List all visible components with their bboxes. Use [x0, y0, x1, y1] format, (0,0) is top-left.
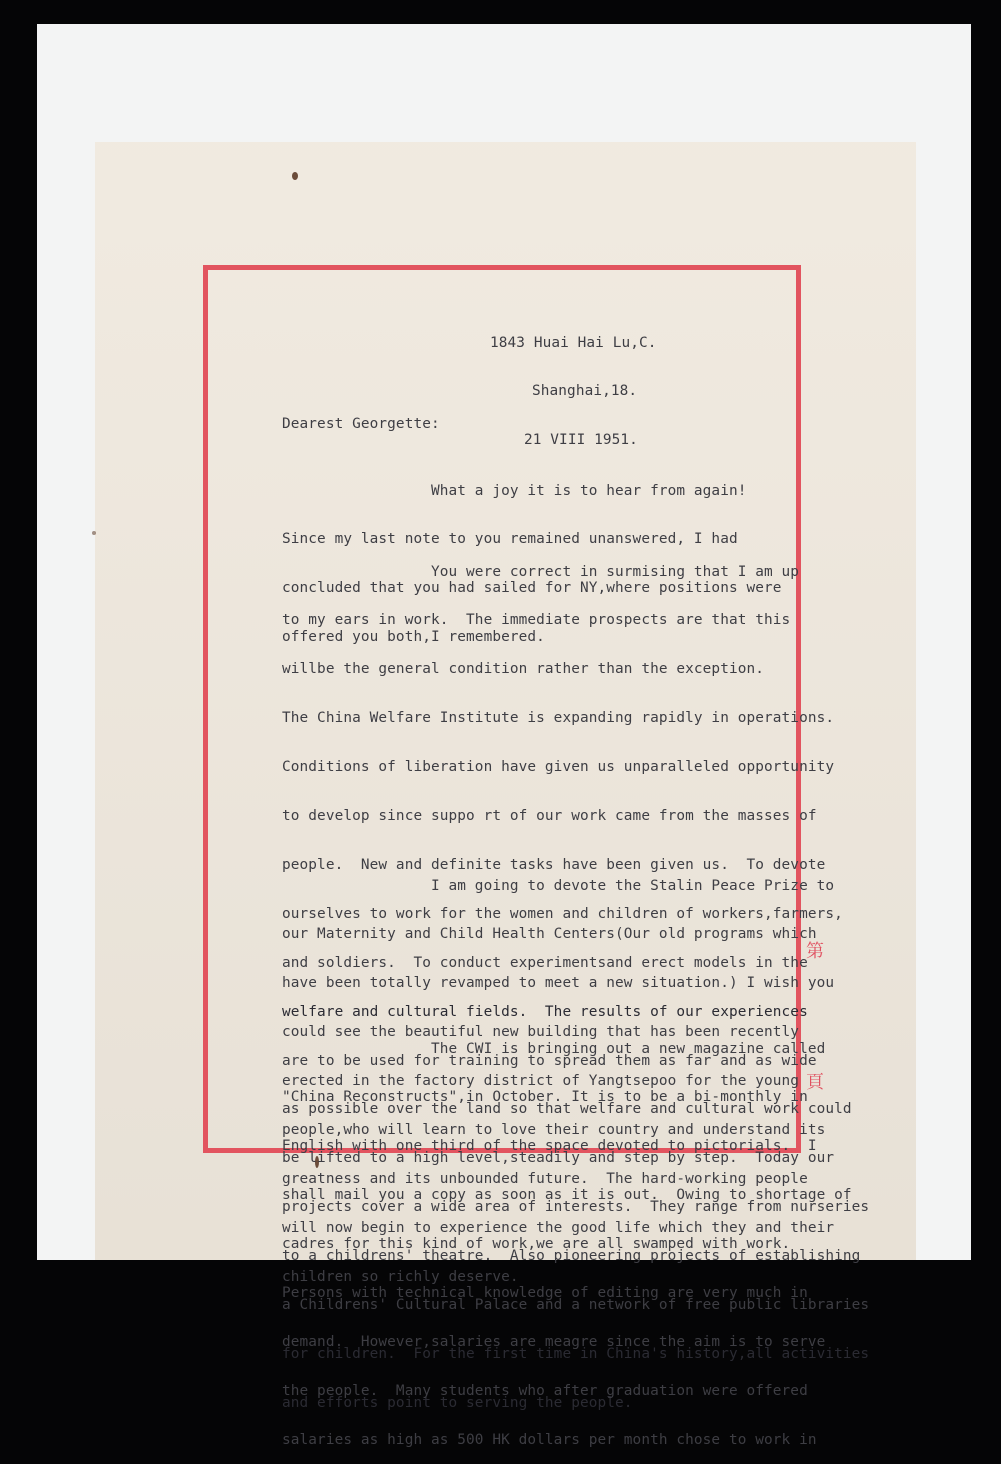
- text-line: I am going to devote the Stalin Peace Prize to: [282, 877, 835, 894]
- greeting: Dearest Georgette:: [282, 416, 440, 432]
- text-line: cadres for this kind of work,we are all swamped with work.: [282, 1236, 791, 1253]
- text-line: be lifted to a high level,steadily and step by step. Today our: [282, 1150, 835, 1167]
- ink-spot: [292, 172, 298, 180]
- text-line: "China Reconstructs",in October. It is to be a bi-monthly in: [282, 1089, 808, 1106]
- text-line: Since my last note to you remained unanswered, I had: [282, 531, 738, 548]
- page-marker-bottom: 頁: [806, 1072, 824, 1093]
- text-line: the people. Many students who after graduation were offered: [282, 1382, 808, 1399]
- text-line: our Maternity and Child Health Centers(Our old programs which: [282, 926, 817, 943]
- text-line: a Childrens' Cultural Palace and a network of free public libraries: [282, 1296, 870, 1313]
- text-line: to my ears in work. The immediate prospects are that this: [282, 612, 791, 629]
- text-line: and soldiers. To conduct experimentsand erect models in the: [282, 954, 808, 971]
- text-line: The CWI is bringing out a new magazine called: [282, 1040, 826, 1057]
- text-line: offered you both,I remembered.: [282, 629, 545, 646]
- paragraph-4: [282, 1008, 852, 1464]
- text-line: welfare and cultural fields. The results of our experiences: [282, 1003, 808, 1020]
- text-line: to a childrens' theatre. Also pioneering projects of establishing: [282, 1248, 861, 1265]
- text-line: could see the beautiful new building that has been recently: [282, 1024, 800, 1041]
- text-line: as possible over the land so that welfare and cultural work could: [282, 1101, 852, 1118]
- text-line: people,who will learn to love their country and understand its: [282, 1122, 826, 1139]
- address-line: 21 VIII 1951.: [524, 432, 638, 449]
- address-line: Shanghai,18.: [532, 383, 638, 400]
- text-line: concluded that you had sailed for NY,where positions were: [282, 580, 782, 597]
- text-line: people. New and definite tasks have been given us. To devote: [282, 856, 826, 873]
- text-line: projects cover a wide area of interests. They range from nurseries: [282, 1199, 870, 1216]
- ink-spot: [92, 531, 96, 535]
- text-line: You were correct in surmising that I am up: [282, 563, 800, 580]
- text-line: Conditions of liberation have given us unparalleled opportunity: [282, 759, 835, 776]
- page-marker-top: 第: [806, 941, 824, 962]
- text-line: What a joy it is to hear from again!: [282, 482, 747, 499]
- text-line: are to be used for training to spread them as far and as wide: [282, 1052, 817, 1069]
- text-line: children so richly deserve.: [282, 1268, 519, 1285]
- text-line: will now begin to experience the good life which they and their: [282, 1219, 835, 1236]
- text-line: to develop since suppo rt of our work came from the masses of: [282, 808, 817, 825]
- text-line: and efforts point to serving the people.: [282, 1394, 633, 1411]
- text-line: ourselves to work for the women and children of workers,farmers,: [282, 905, 843, 922]
- text-line: willbe the general condition rather than the exception.: [282, 661, 765, 678]
- text-line: shall mail you a copy as soon as it is out. Owing to shortage of: [282, 1187, 852, 1204]
- text-line: demand. However,salaries are meagre since the aim is to serve: [282, 1333, 826, 1350]
- text-line: erected in the factory district of Yangtsepoo for the young: [282, 1073, 800, 1090]
- address-line: 1843 Huai Hai Lu,C.: [490, 334, 657, 351]
- text-line: English with one third of the space devoted to pictorials. I: [282, 1138, 817, 1155]
- text-line: salaries as high as 500 HK dollars per month chose to work in: [282, 1431, 817, 1448]
- text-line: have been totally revamped to meet a new situation.) I wish you: [282, 975, 835, 992]
- text-line: for children. For the first time in China's history,all activities: [282, 1345, 870, 1362]
- text-line: Persons with technical knowledge of editing are very much in: [282, 1285, 808, 1302]
- sender-address: [490, 302, 657, 465]
- text-line: greatness and its unbounded future. The hard-working people: [282, 1170, 808, 1187]
- text-line: The China Welfare Institute is expanding rapidly in operations.: [282, 710, 835, 727]
